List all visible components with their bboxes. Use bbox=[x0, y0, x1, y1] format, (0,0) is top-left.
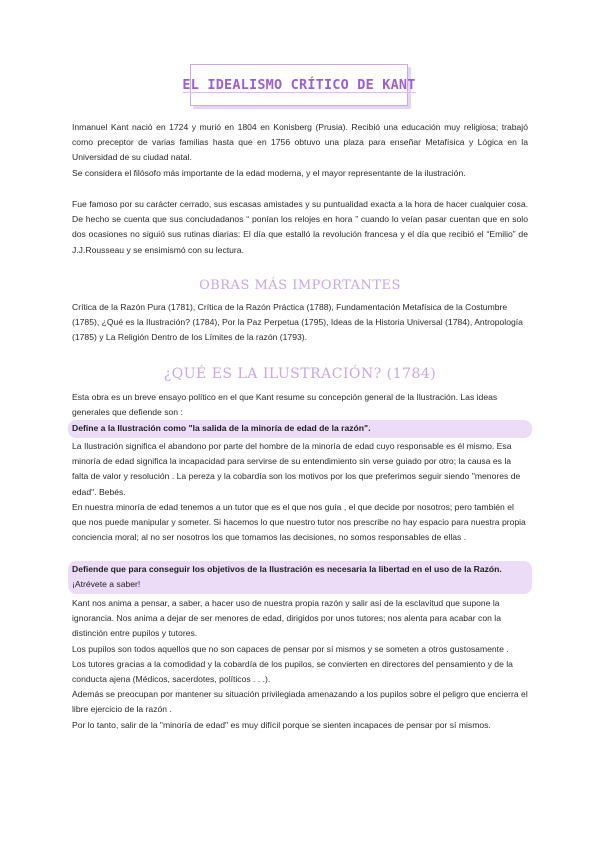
highlight-text-2 bbox=[72, 562, 528, 592]
ilustracion-paragraph-7: Además se preocupan por mantener su situación privilegiada amenazando a los pupilos sobre el peligro que encierra el libre ejercicio de la razón . bbox=[72, 689, 528, 715]
ilustracion-paragraph-3: En nuestra minoría de edad tenemos a un tutor que es el que nos guía , el que decide por nosotros; pero también el que nos puede manipular y someter. Si hacemos lo que nuestro tutor nos prescribe no hay espacio para nuestra propia conciencia moral; al no ser nosotros los que tomamos las decisiones, no somos responsables de ellas . bbox=[72, 502, 526, 543]
intro-paragraph-3: Fue famoso por su carácter cerrado, sus escasas amistades y su puntualidad exacta a la hora de hacer cualquier cosa. De hecho se cuenta que sus conciudadanos “ ponían los relojes en hora ” cuando lo veían pasar cuentan que en solo dos ocasiones no siguió sus rutinas diarias: El día que estalló la revolución francesa y el día que recibió el “Emilio” de J.J.Rousseau y se ensimismó con su lectura. bbox=[72, 199, 528, 255]
intro-paragraph-2: Se considera el filósofo más importante de la edad moderna, y el mayor representante de la ilustración. bbox=[72, 168, 466, 178]
section-heading-obras: OBRAS MÁS IMPORTANTES bbox=[199, 278, 401, 293]
ilustracion-paragraph-5: Los pupilos son todos aquellos que no son capaces de pensar por sí mismos y se someten a otros gustosamente . bbox=[72, 643, 509, 654]
title-box bbox=[182, 64, 416, 106]
ilustracion-paragraph-4: Kant nos anima a pensar, a saber, a hacer uso de nuestra propia razón y salir así de la esclavitud que supone la ignorancia. Nos anima a dejar de ser menores de edad, dirigidos por unos tutores; nos alenta para acabar con la distinción entre pupilos y tutores. bbox=[72, 598, 501, 639]
ilustracion-intro: Esta obra es un breve ensayo político en el que Kant resume su concepción general de la Ilustración. Las ideas generales que defiende son : bbox=[72, 392, 498, 418]
ilustracion-paragraph-8: Por lo tanto, salir de la "minoría de edad" es muy difícil porque se sienten incapaces de pensar por sí mismos. bbox=[72, 719, 491, 730]
obras-list: Crítica de la Razón Pura (1781), Crítica de la Razón Práctica (1788), Fundamentación Metafísica de la Costumbre (1785), ¿Qué es la Ilustración? (1784), Por la Paz Perpetua (1795), Ideas de la Historia Universal (1784), Antropología (1785) y La Religión Dentro de los Límites de la razón (1793). bbox=[72, 302, 523, 343]
ilustracion-closing-block bbox=[72, 596, 528, 733]
highlight-text-2-rest: ¡Atrévete a saber! bbox=[72, 579, 141, 590]
page-title: EL IDEALISMO CRÍTICO DE KANT bbox=[182, 77, 416, 93]
ilustracion-paragraph-2: La Ilustración significa el abandono por parte del hombre de la minoría de edad cuyo responsable es él mismo. Esa minoría de edad significa la incapacidad para servirse de su entendimiento sin verse guiado por otro; la causa es la falta de valor y resolución . La pereza y la cobardía son los motivos por los que preferimos seguir siendo "menores de edad". Bebés. bbox=[72, 441, 521, 497]
intro-paragraph-1: Inmanuel Kant nació en 1724 y murió en 1804 en Konisberg (Prusia). Recibió una educación muy religiosa; trabajó como preceptor de varias familias hasta que en 1756 obtuvo una plaza para enseñar Metafísica y Lógica en la Universidad de su ciudad natal. bbox=[72, 122, 528, 163]
highlight-text-2-bold: Defiende que para conseguir los objetivos de la Ilustración es necesaria la libertad en el uso de la Razón. bbox=[72, 564, 502, 574]
section-heading-ilustracion: ¿QUÉ ES LA ILUSTRACIÓN? (1784) bbox=[163, 366, 437, 382]
highlight-text-1: Define a la Ilustración como "la salida de la minoría de edad de la razón". bbox=[72, 423, 371, 433]
ilustracion-paragraph-6: Los tutores gracias a la comodidad y la cobardía de los pupilos, se convierten en directores del pensamiento y de la conducta ajena (Médicos, sacerdotes, políticos . . .). bbox=[72, 658, 513, 685]
